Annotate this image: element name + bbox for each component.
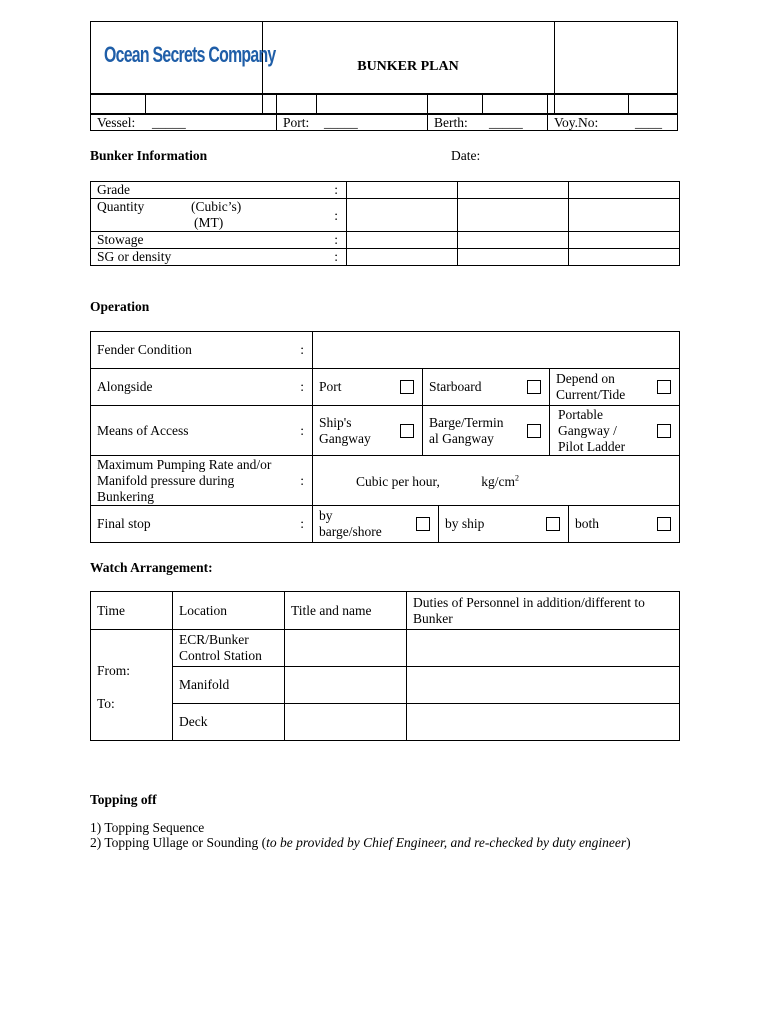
final-barge-option[interactable]: by barge/shore [313,506,439,543]
alongside-label: Alongside : [91,369,313,406]
time-header: Time [91,592,173,630]
page-title: BUNKER PLAN [357,59,459,74]
bunker-info-heading: Bunker Information [90,148,208,163]
pumping-cell[interactable] [313,456,680,506]
title-name-cell[interactable] [285,630,407,667]
fender-label: Fender Condition : [91,332,313,369]
from-label: From: [97,662,131,678]
time-cell[interactable] [91,630,173,741]
barge-gangway-checkbox[interactable] [527,424,541,438]
quantity-cell[interactable] [347,199,458,232]
stowage-label: Stowage : [91,232,347,249]
stowage-cell[interactable] [458,232,569,249]
topping-sequence-line: 1) Topping Sequence [90,820,205,835]
port-label: Port: [283,115,310,130]
final-ship-option[interactable]: by ship [439,506,569,543]
alongside-port-option[interactable]: Port [313,369,423,406]
berth-label: Berth: [434,115,468,130]
watch-heading: Watch Arrangement: [90,560,213,575]
duties-cell[interactable] [407,704,680,741]
location-header: Location [173,592,285,630]
final-both-option[interactable]: both [569,506,680,543]
to-label: To: [97,695,115,711]
duties-cell[interactable] [407,667,680,704]
pilot-ladder-checkbox[interactable] [657,424,671,438]
duties-cell[interactable] [407,630,680,667]
cubic-per-hour-label: Cubic per hour, [356,474,440,490]
watch-table [90,591,680,741]
ships-gangway-checkbox[interactable] [400,424,414,438]
grade-cell[interactable] [569,182,680,199]
vessel-value[interactable]: _____ [152,115,186,130]
alongside-starboard-option[interactable]: Starboard [423,369,550,406]
access-label: Means of Access : [91,406,313,456]
sg-cell[interactable] [458,249,569,266]
quantity-label: Quantity (Cubic’s) (MT) : [91,199,347,232]
quantity-cell[interactable] [569,199,680,232]
port-value[interactable]: _____ [324,115,358,130]
fender-cell[interactable] [313,332,680,369]
current-tide-checkbox[interactable] [657,380,671,394]
title-name-header: Title and name [285,592,407,630]
pressure-unit: $kg/cm^2$ [481,473,519,490]
title-name-cell[interactable] [285,667,407,704]
final-stop-label: Final stop : [91,506,313,543]
grade-label: Grade : [91,182,347,199]
grade-cell[interactable] [458,182,569,199]
operation-heading: Operation [90,299,150,314]
both-checkbox[interactable] [657,517,671,531]
logo-text: Ocean Secrets Company [104,42,276,67]
alongside-current-option[interactable]: Depend on Current/Tide [550,369,680,406]
vessel-label: Vessel: [97,115,136,130]
starboard-checkbox[interactable] [527,380,541,394]
access-barge-gangway-option[interactable]: Barge/Termin al Gangway [423,406,550,456]
topping-heading: Topping off [90,792,157,807]
stowage-cell[interactable] [569,232,680,249]
quantity-cell[interactable] [458,199,569,232]
bunker-info-table [90,181,680,266]
access-pilot-ladder-option[interactable]: Portable Gangway / Pilot Ladder [550,406,680,456]
sg-cell[interactable] [347,249,458,266]
operation-table [90,331,680,543]
barge-shore-checkbox[interactable] [416,517,430,531]
by-ship-checkbox[interactable] [546,517,560,531]
date-label: Date: [451,148,481,163]
sg-label: SG or density : [91,249,347,266]
location-deck: Deck [173,704,285,741]
berth-value[interactable]: _____ [489,115,523,130]
port-checkbox[interactable] [400,380,414,394]
grade-cell[interactable] [347,182,458,199]
duties-header: Duties of Personnel in addition/different to Bunker [407,592,680,630]
location-manifold: Manifold [173,667,285,704]
title-name-cell[interactable] [285,704,407,741]
topping-ullage-line: 2) Topping Ullage or Sounding (to be provided by Chief Engineer, and re-checked by duty engineer) [90,835,631,850]
voy-label: Voy.No: [554,115,599,130]
location-ecr: ECR/Bunker Control Station [173,630,285,667]
stowage-cell[interactable] [347,232,458,249]
access-ships-gangway-option[interactable]: Ship's Gangway [313,406,423,456]
pumping-label: Maximum Pumping Rate and/or Manifold pressure during Bunkering : [91,456,313,506]
voy-value[interactable]: ____ [635,115,662,130]
sg-cell[interactable] [569,249,680,266]
